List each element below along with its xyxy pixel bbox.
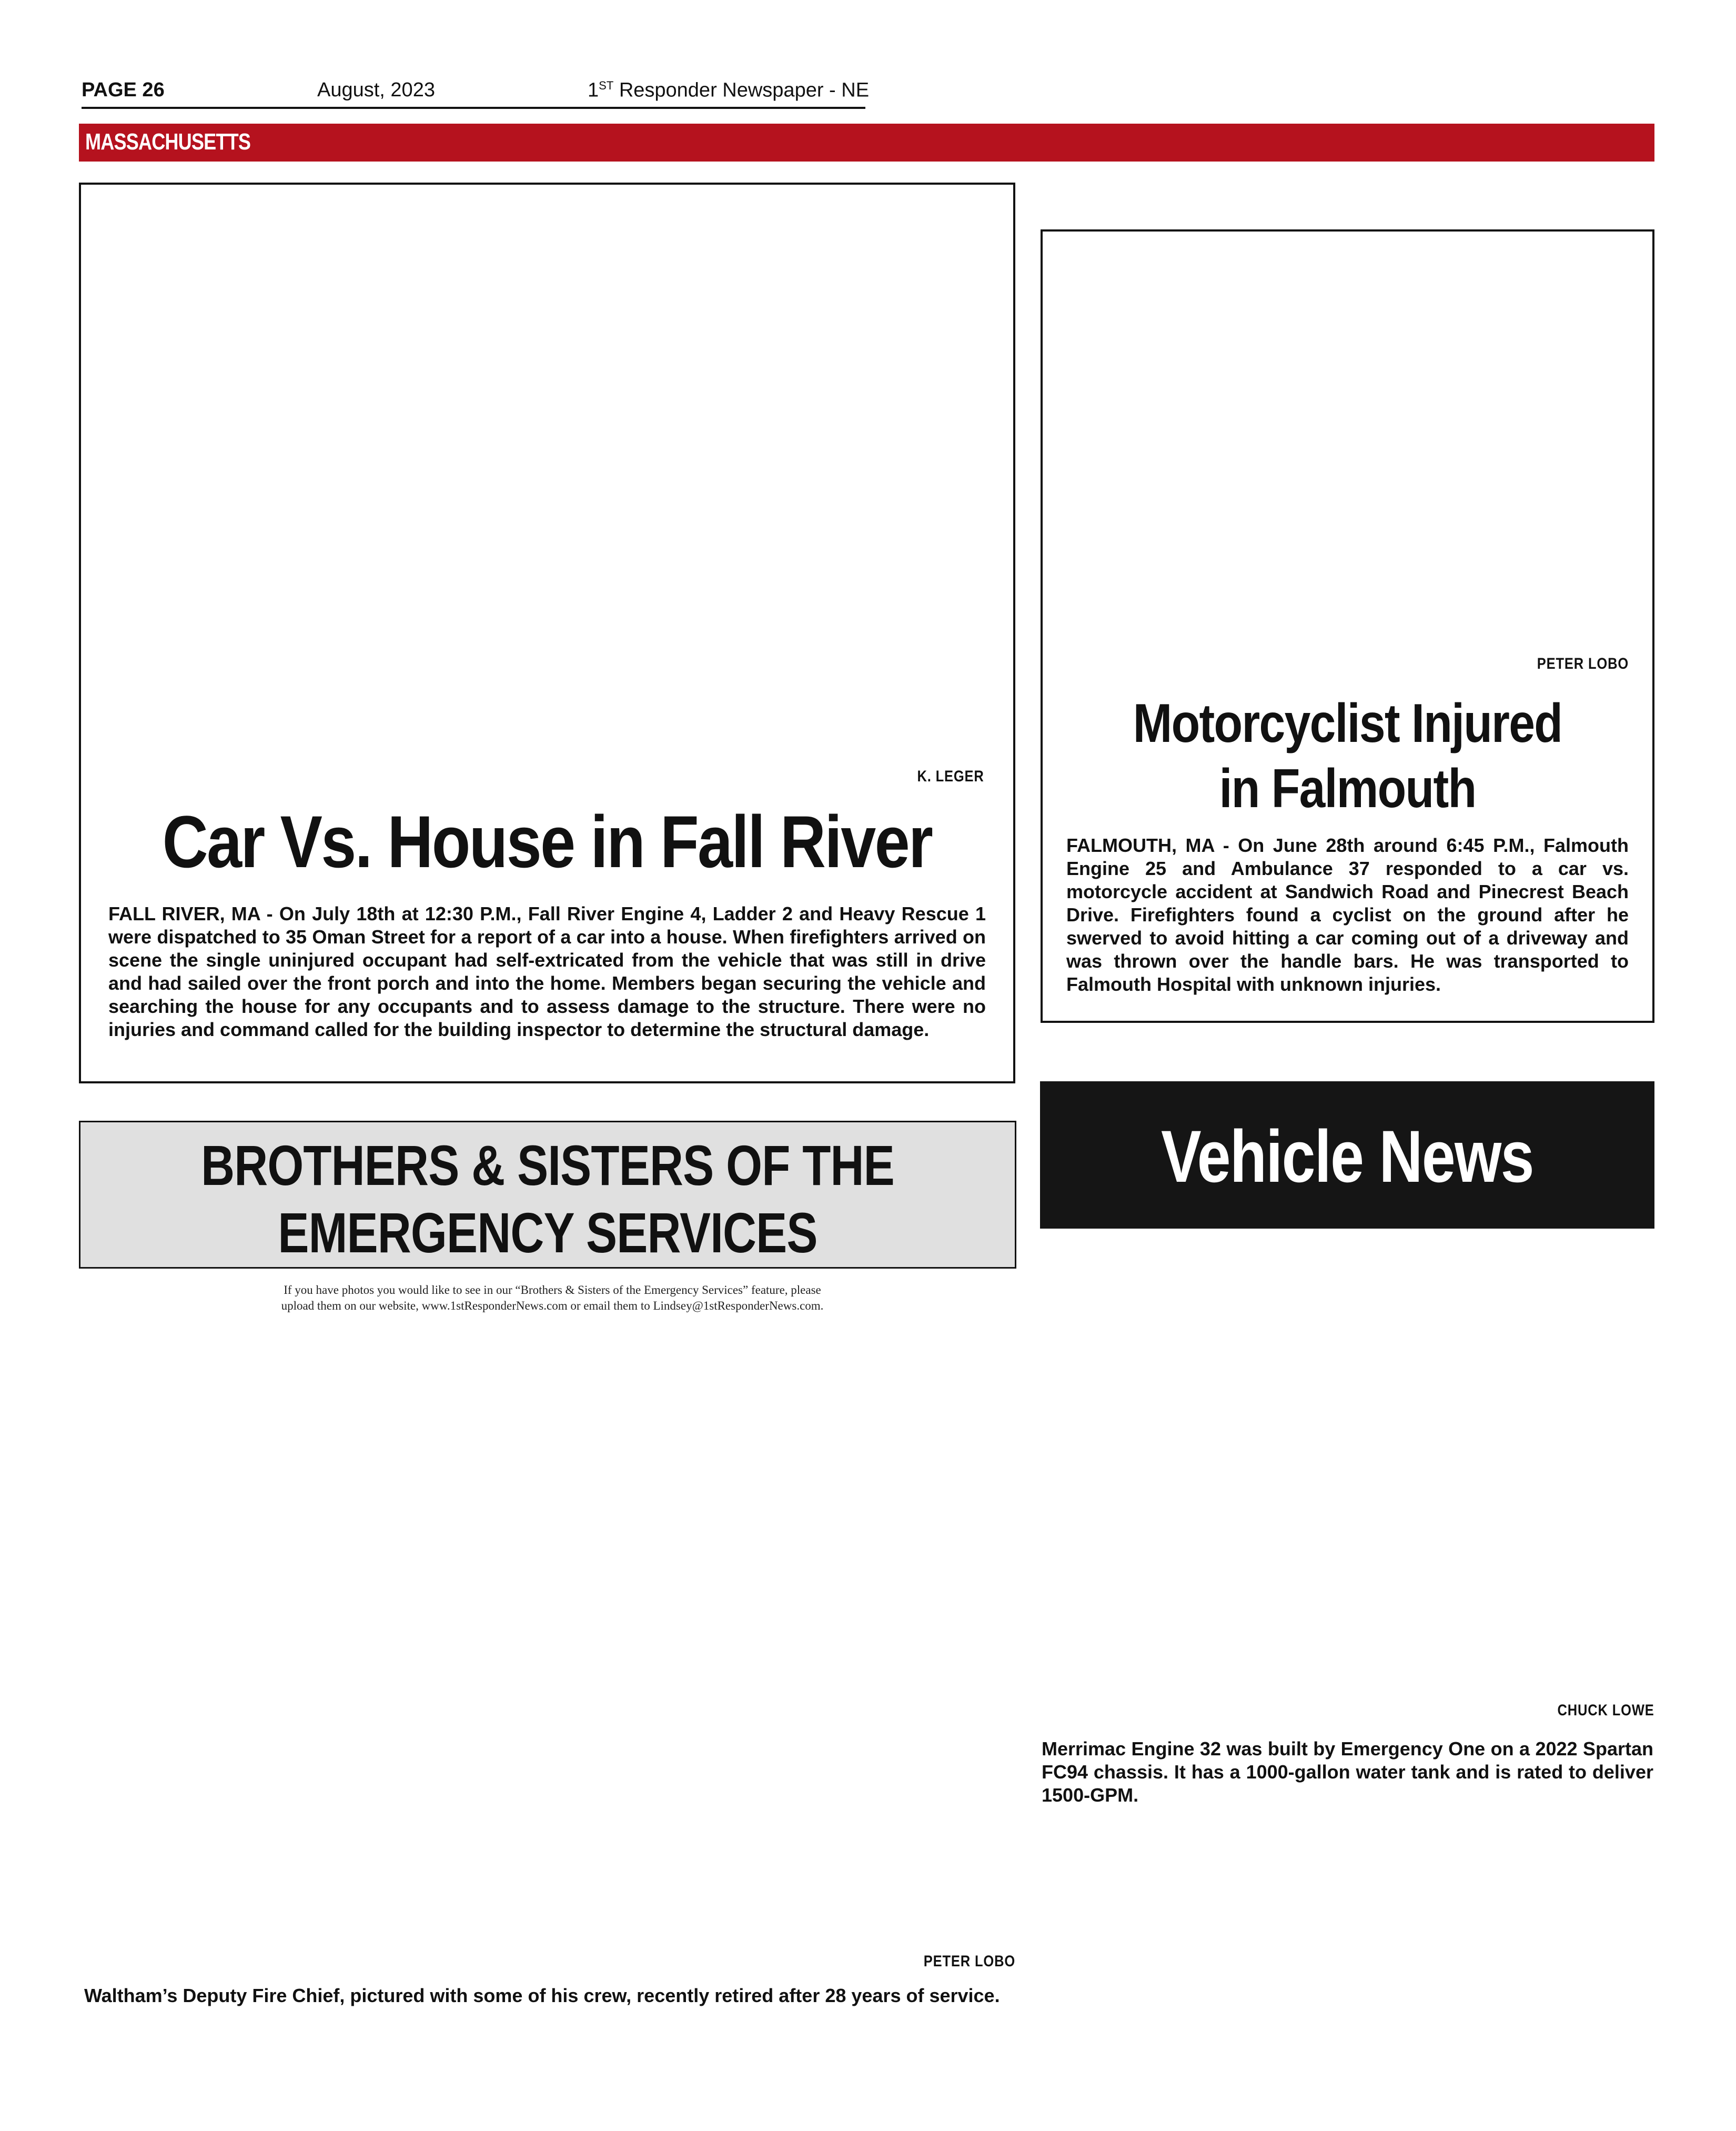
publication-title: Responder Newspaper - NE bbox=[613, 79, 870, 102]
banner-title bbox=[165, 1132, 931, 1266]
brothers-sisters-banner bbox=[79, 1121, 1016, 1269]
falmouth-story bbox=[1041, 229, 1654, 1023]
waltham-photo bbox=[79, 1326, 1016, 1942]
headline-line: Motorcyclist Injured bbox=[1133, 693, 1562, 754]
section-title: MASSACHUSETTS bbox=[85, 129, 251, 155]
banner-title-line: EMERGENCY SERVICES bbox=[278, 1201, 817, 1264]
banner-title-line: BROTHERS & SISTERS OF THE bbox=[201, 1133, 894, 1197]
submission-note-line: If you have photos you would like to see in our “Brothers & Sisters of the Emergency Services” feature, please bbox=[284, 1283, 821, 1296]
submission-note-line: upload them on our website, www.1stResponderNews.com or email them to Lindsey@1stResponderNews.com. bbox=[281, 1299, 824, 1312]
story-headline: Car Vs. House in Fall River bbox=[162, 800, 932, 883]
photo-caption: Merrimac Engine 32 was built by Emergency One on a 2022 Spartan FC94 chassis. It has a 1000-gallon water tank and is rated to deliver 1500-GPM. bbox=[1042, 1738, 1653, 1806]
story-body: FALMOUTH, MA - On June 28th around 6:45 P.M., Falmouth Engine 25 and Ambulance 37 responded to a car vs. motorcycle accident at Sandwich Road and Pinecrest Beach Drive. Firefighters found a cyclist on the ground after he swerved to avoid hitting a car coming out of a driveway and was thrown over the handle bars. He was transported to Falmouth Hospital with unknown injuries. bbox=[1066, 835, 1629, 995]
vehicle-news-banner bbox=[1040, 1081, 1654, 1229]
publication-superscript: ST bbox=[599, 79, 614, 92]
photo-credit: PETER LOBO bbox=[1537, 655, 1629, 672]
falmouth-photo bbox=[1043, 232, 1652, 647]
issue-date: August, 2023 bbox=[317, 79, 435, 101]
vehicle-photo bbox=[1040, 1247, 1654, 1694]
submission-note bbox=[132, 1282, 973, 1314]
fall-river-photo bbox=[81, 185, 1013, 758]
story-body: FALL RIVER, MA - On July 18th at 12:30 P.M., Fall River Engine 4, Ladder 2 and Heavy Rescue 1 were dispatched to 35 Oman Street for a report of a car into a house. When firefighters arrived on scene the single uninjured occupant had self-extricated from the vehicle that was still in drive and had sailed over the front porch and into the home. Members began securing the vehicle and searching the house for any occupants and to assess damage to the structure. There were no injuries and command called for the building inspector to determine the structural damage. bbox=[108, 903, 986, 1040]
photo-credit: K. LEGER bbox=[917, 768, 984, 785]
section-bar bbox=[79, 124, 1654, 162]
photo-credit: CHUCK LOWE bbox=[1557, 1702, 1654, 1719]
photo-credit: PETER LOBO bbox=[923, 1953, 1015, 1970]
story-headline bbox=[1085, 691, 1610, 821]
page-number: PAGE 26 bbox=[82, 79, 165, 101]
headline-line: in Falmouth bbox=[1219, 758, 1476, 819]
publication-name bbox=[588, 79, 869, 102]
banner-title: Vehicle News bbox=[1161, 1115, 1533, 1198]
photo-caption: Waltham’s Deputy Fire Chief, pictured with some of his crew, recently retired after 28 years of service. bbox=[84, 1985, 1000, 2006]
publication-number: 1 bbox=[588, 79, 599, 102]
header-rule bbox=[82, 107, 865, 109]
fall-river-story bbox=[79, 183, 1015, 1083]
